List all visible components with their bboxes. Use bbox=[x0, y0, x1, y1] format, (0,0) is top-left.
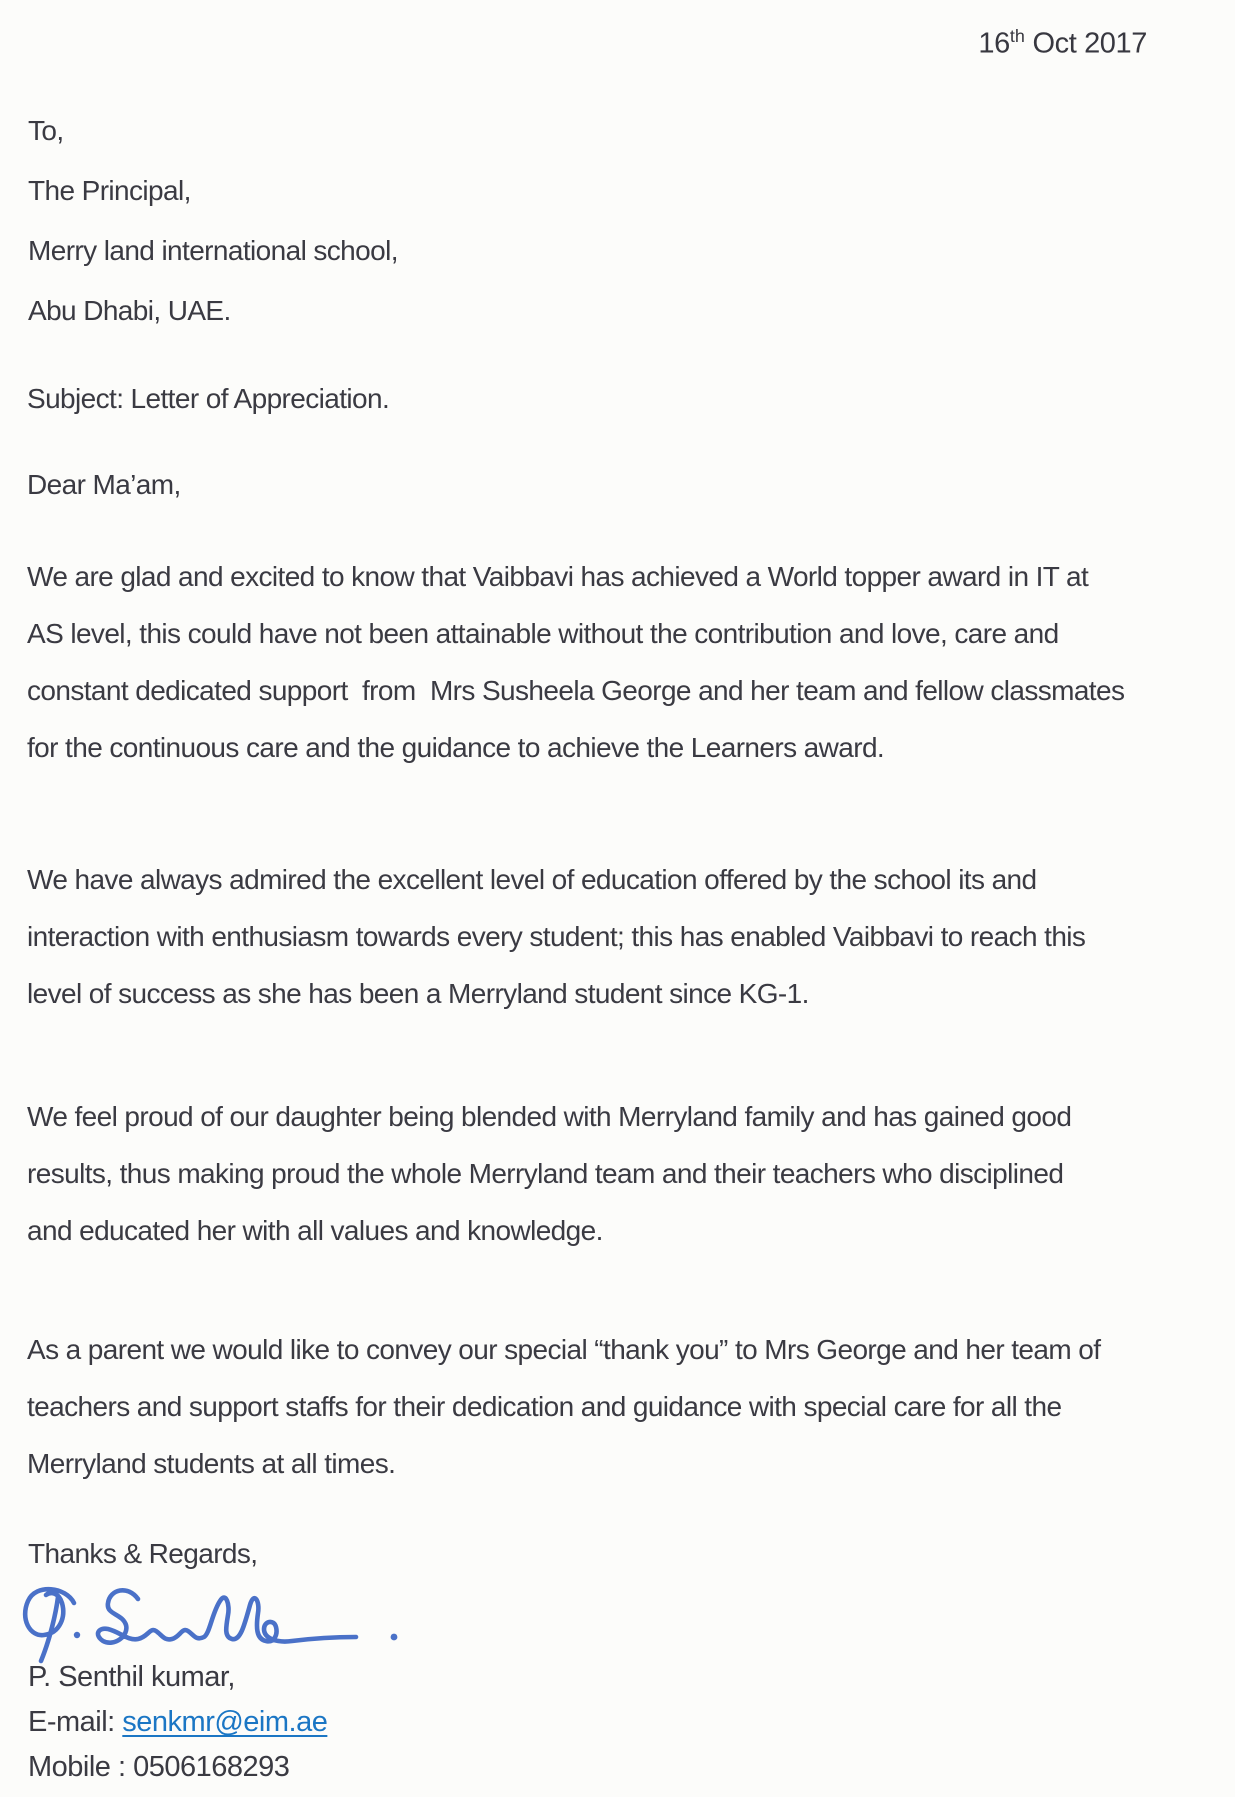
body-paragraph-1 bbox=[27, 548, 1124, 776]
paragraph-line: We have always admired the excellent level of education offered by the school its and bbox=[27, 864, 1037, 895]
paragraph-line: level of success as she has been a Merryland student since KG-1. bbox=[27, 978, 809, 1009]
letter-date bbox=[978, 26, 1147, 61]
email-link[interactable]: senkmr@eim.ae bbox=[122, 1706, 328, 1738]
closing-thanks: Thanks & Regards, bbox=[28, 1538, 258, 1569]
paragraph-line: We feel proud of our daughter being blended with Merryland family and has gained good bbox=[27, 1101, 1072, 1132]
paragraph-line: and educated her with all values and knowledge. bbox=[27, 1215, 603, 1246]
sender-contact-block bbox=[28, 1655, 327, 1790]
paragraph-line: interaction with enthusiasm towards every student; this has enabled Vaibbavi to reach this bbox=[27, 921, 1086, 952]
paragraph-line: constant dedicated support from Mrs Susheela George and her team and fellow classmates bbox=[27, 675, 1125, 706]
paragraph-line: results, thus making proud the whole Merryland team and their teachers who disciplined bbox=[27, 1158, 1064, 1189]
paragraph-line: AS level, this could have not been attainable without the contribution and love, care and bbox=[27, 618, 1059, 649]
mobile-number: Mobile : 0506168293 bbox=[28, 1751, 290, 1783]
paragraph-line: for the continuous care and the guidance to achieve the Learners award. bbox=[27, 732, 885, 763]
body-paragraph-4 bbox=[27, 1321, 1100, 1492]
date-day: 16 bbox=[978, 27, 1010, 60]
sender-name: P. Senthil kumar, bbox=[28, 1661, 235, 1693]
body-paragraph-3 bbox=[27, 1088, 1071, 1259]
subject-line: Subject: Letter of Appreciation. bbox=[27, 383, 390, 414]
paragraph-line: teachers and support staffs for their dedication and guidance with special care for all the bbox=[27, 1391, 1062, 1422]
recipient-line-school: Merry land international school, bbox=[28, 235, 398, 266]
recipient-line-principal: The Principal, bbox=[28, 175, 191, 206]
date-ordinal-suffix: th bbox=[1009, 26, 1025, 46]
body-paragraph-2 bbox=[27, 851, 1085, 1022]
recipient-address-block bbox=[28, 101, 398, 341]
salutation: Dear Ma’am, bbox=[27, 469, 181, 500]
paragraph-line: Merryland students at all times. bbox=[27, 1448, 396, 1479]
email-line bbox=[28, 1700, 327, 1745]
email-label: E-mail: bbox=[28, 1706, 123, 1738]
recipient-line-to: To, bbox=[28, 115, 64, 146]
recipient-line-city: Abu Dhabi, UAE. bbox=[28, 295, 231, 326]
paragraph-line: As a parent we would like to convey our special “thank you” to Mrs George and her team of bbox=[27, 1334, 1101, 1365]
paragraph-line: We are glad and excited to know that Vaibbavi has achieved a World topper award in IT at bbox=[27, 561, 1089, 592]
date-rest: Oct 2017 bbox=[1024, 27, 1147, 60]
